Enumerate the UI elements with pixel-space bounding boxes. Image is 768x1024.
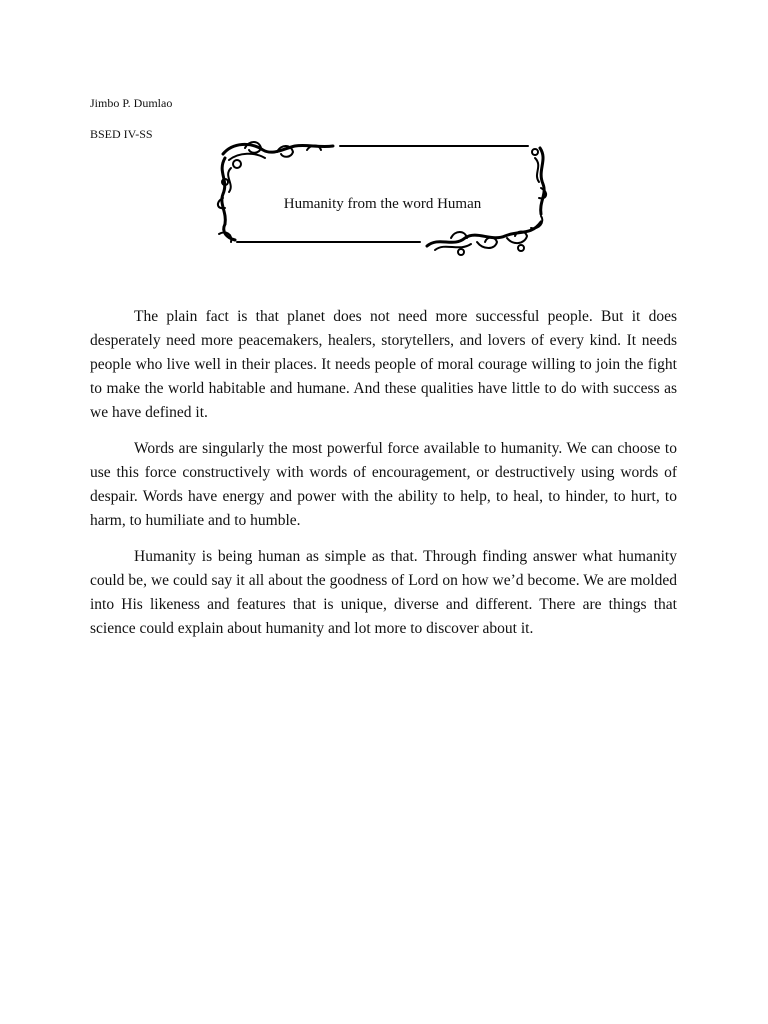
paragraph-2: Words are singularly the most powerful force available to humanity. We can choose to use this force constructively with words of encouragement, or destructively using words of despair. Words have energy and power with the ability to help, to heal, to hinder, to hurt, to harm, to humiliate and to humble.: [90, 440, 677, 529]
ornamental-title-frame: [215, 138, 550, 258]
essay-body: [90, 305, 677, 653]
essay-title: Humanity from the word Human: [283, 196, 482, 212]
paragraph-1: The plain fact is that planet does not need more successful people. But it does desperately need more peacemakers, healers, storytellers, and lovers of every kind. It needs people who live well in their places. It needs people of moral courage willing to join the fight to make the world habitable and humane. And these qualities have little to do with success as we have defined it.: [90, 308, 677, 421]
paragraph-3: Humanity is being human as simple as that. Through finding answer what humanity could be, we could say it all about the goodness of Lord on how we’d become. We are molded into His likeness and features that is unique, diverse and different. There are things that science could explain about humanity and lot more to discover about it.: [90, 548, 677, 637]
author-name: Jimbo P. Dumlao: [90, 96, 173, 110]
author-course: BSED IV-SS: [90, 127, 153, 141]
